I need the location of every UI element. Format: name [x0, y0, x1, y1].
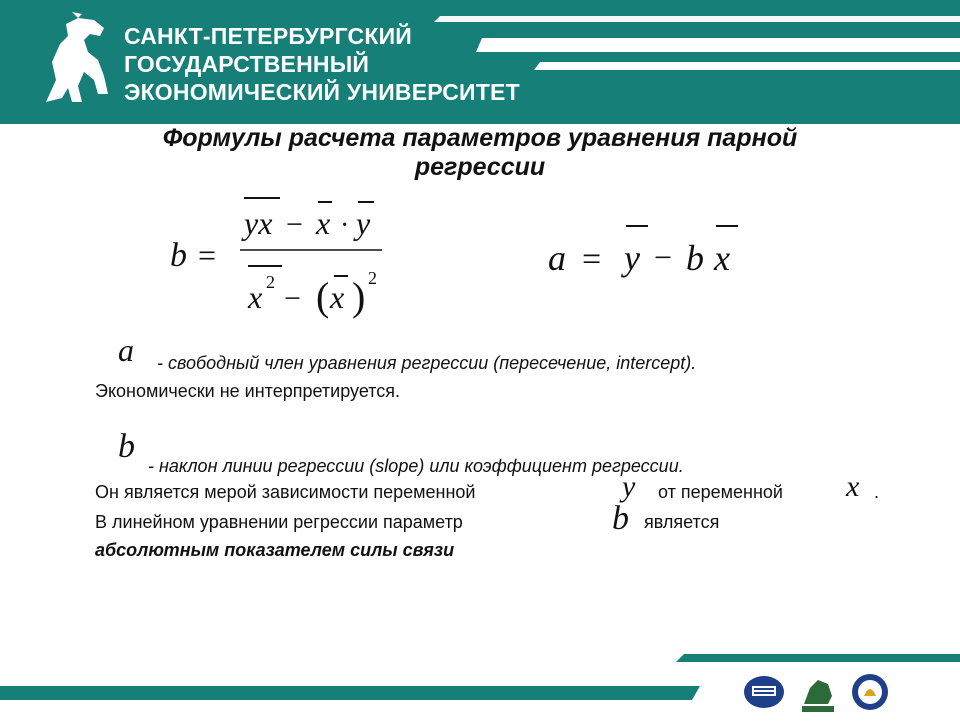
formula-a: [540, 222, 760, 287]
a-definition-line-2: Экономически не интерпретируется.: [95, 381, 401, 401]
svg-text:y: y: [356, 205, 371, 241]
slide-title: [0, 124, 960, 182]
university-name: [124, 22, 520, 106]
symbol-y: y: [622, 470, 636, 503]
university-name-line: ГОСУДАРСТВЕННЫЙ: [124, 51, 370, 77]
svg-text:=: =: [582, 241, 602, 278]
svg-text:−: −: [286, 208, 303, 241]
b-definition-line-3: В линейном уравнении регрессии параметр: [95, 512, 463, 532]
svg-text:): ): [352, 274, 366, 319]
partner-logo-1-icon: [742, 672, 786, 717]
finec-logo-icon: [798, 668, 838, 721]
formula-a-lhs: a: [548, 238, 566, 278]
symbol-x: x: [846, 470, 860, 503]
b-definition-line-2: Он является мерой зависимости переменной: [95, 482, 476, 502]
university-name-line: САНКТ-ПЕТЕРБУРГСКИЙ: [124, 23, 413, 49]
svg-text:=: =: [198, 237, 217, 273]
formula-b: [170, 190, 410, 335]
svg-text:−: −: [654, 239, 673, 275]
svg-text:yx: yx: [244, 205, 273, 241]
symbol-b: b: [118, 428, 135, 465]
title-line-2: регрессии: [414, 153, 546, 181]
svg-text:y: y: [624, 238, 640, 278]
svg-text:2: 2: [266, 272, 275, 292]
b-definition-line-1: - наклон линии регрессии (slope) или коэффициент регрессии.: [148, 456, 684, 476]
svg-text:x: x: [316, 205, 331, 241]
svg-text:2: 2: [368, 268, 377, 288]
svg-text:−: −: [284, 282, 301, 315]
svg-text:(: (: [316, 274, 330, 319]
b-definition-line-2-end: .: [874, 482, 880, 502]
b-definition-line-2-part-2: от переменной: [658, 482, 783, 502]
a-definition-line-1: - свободный член уравнения регрессии (пересечение, intercept).: [157, 353, 697, 373]
b-definition-emphasis: абсолютным показателем силы связи: [95, 540, 455, 560]
svg-text:x: x: [248, 279, 263, 315]
svg-text:x: x: [714, 238, 730, 278]
university-name-line: ЭКОНОМИЧЕСКИЙ УНИВЕРСИТЕТ: [124, 79, 520, 105]
formula-b-lhs: b: [170, 237, 187, 274]
griffin-logo-icon: [38, 10, 118, 115]
svg-text:x: x: [330, 279, 345, 315]
partner-logo-3-icon: [850, 672, 890, 717]
svg-text:·: ·: [340, 210, 350, 241]
symbol-b-inline: b: [612, 500, 629, 537]
title-line-1: Формулы расчета параметров уравнения парной: [162, 124, 798, 152]
symbol-a: a: [118, 332, 134, 368]
svg-text:b: b: [686, 238, 704, 278]
b-definition-line-3-part-2: является: [644, 512, 720, 532]
